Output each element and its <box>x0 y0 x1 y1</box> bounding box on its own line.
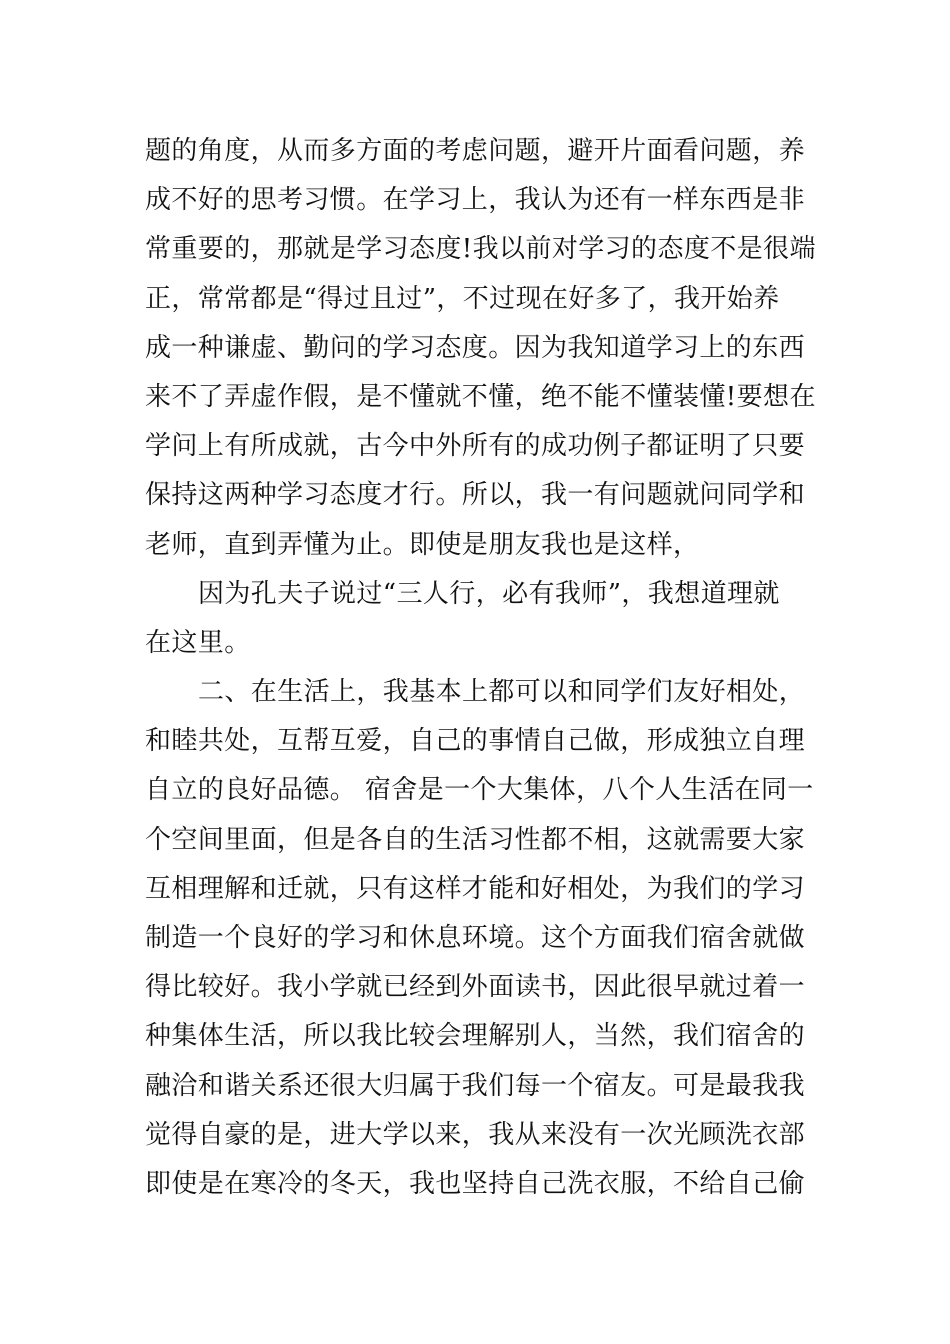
text-line: 保持这两种学习态度才行。所以，我一有问题就问同学和 <box>145 480 806 511</box>
text-line: 个空间里面，但是各自的生活习性都不相，这就需要大家 <box>145 824 806 855</box>
document-body <box>145 127 815 1209</box>
paragraph-first-line: 二、在生活上，我基本上都可以和同学们友好相处， <box>198 677 806 708</box>
text-line: 成一种谦虚、勤问的学习态度。因为我知道学习上的东西 <box>145 332 806 363</box>
text-line: 在这里。 <box>145 627 251 658</box>
text-line: 正，常常都是“得过且过”，不过现在好多了，我开始养 <box>145 283 780 314</box>
text-line: 来不了弄虚作假，是不懂就不懂，绝不能不懂装懂!要想在 <box>145 381 816 412</box>
text-line: 老师，直到弄懂为止。即使是朋友我也是这样， <box>145 529 700 560</box>
text-line: 成不好的思考习惯。在学习上，我认为还有一样东西是非 <box>145 185 806 216</box>
text-line: 融洽和谐关系还很大归属于我们每一个宿友。可是最我我 <box>145 1070 806 1101</box>
text-line: 即使是在寒冷的冬天，我也坚持自己洗衣服，不给自己偷 <box>145 1168 806 1199</box>
text-line: 制造一个良好的学习和休息环境。这个方面我们宿舍就做 <box>145 923 806 953</box>
text-line: 题的角度，从而多方面的考虑问题，避开片面看问题，养 <box>145 136 806 166</box>
text-line: 种集体生活，所以我比较会理解别人，当然，我们宿舍的 <box>145 1021 806 1052</box>
text-line: 互相理解和迁就，只有这样才能和好相处，为我们的学习 <box>145 873 806 904</box>
text-line: 和睦共处，互帮互爱，自己的事情自己做，形成独立自理 <box>145 726 806 757</box>
text-line: 觉得自豪的是，进大学以来，我从来没有一次光顾洗衣部 <box>145 1119 806 1150</box>
paragraph-first-line: 因为孔夫子说过“三人行，必有我师”，我想道理就 <box>198 578 780 609</box>
text-line: 常重要的，那就是学习态度!我以前对学习的态度不是很端 <box>145 234 816 265</box>
text-line: 得比较好。我小学就已经到外面读书，因此很早就过着一 <box>145 972 806 1003</box>
text-line: 学问上有所成就，古今中外所有的成功例子都证明了只要 <box>145 431 806 462</box>
text-line: 自立的良好品德。 宿舍是一个大集体，八个人生活在同一 <box>145 775 814 806</box>
